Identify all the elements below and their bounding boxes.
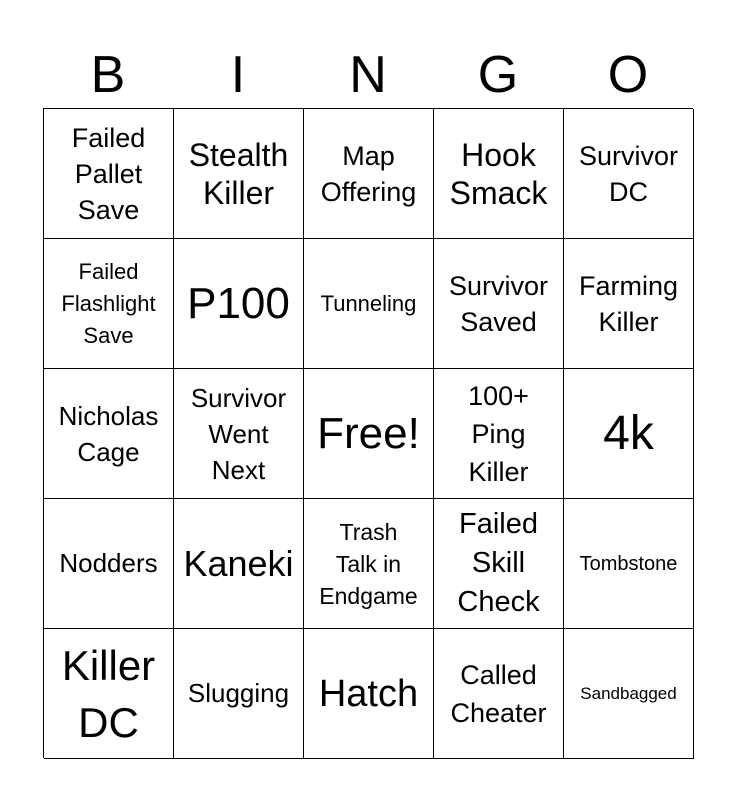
cell-label: Sandbagged xyxy=(580,683,677,703)
bingo-cell-r1-c1[interactable] xyxy=(174,239,304,369)
bingo-cell-r4-c0[interactable] xyxy=(44,629,174,759)
cell-label: Nodders xyxy=(59,548,158,578)
header-letter-n: N xyxy=(349,46,387,104)
cell-label: Failed Flashlight Save xyxy=(61,258,156,348)
cell-label: 4k xyxy=(603,406,654,460)
bingo-header xyxy=(43,42,693,108)
bingo-cell-r1-c2[interactable] xyxy=(304,239,434,369)
cell-label: Survivor Saved xyxy=(448,270,549,337)
cell-label: Tunneling xyxy=(320,291,417,316)
cell-label: Stealth Killer xyxy=(188,136,289,211)
cell-label: Slugging xyxy=(187,678,290,708)
bingo-cell-r4-c1[interactable] xyxy=(174,629,304,759)
bingo-cell-r4-c2[interactable] xyxy=(304,629,434,759)
cell-label: Map Offering xyxy=(320,140,417,207)
bingo-cell-r1-c3[interactable] xyxy=(434,239,564,369)
cell-label: Called Cheater xyxy=(450,659,547,728)
bingo-cell-r2-c4[interactable] xyxy=(564,369,694,499)
cell-label: Survivor DC xyxy=(578,140,679,207)
cell-label: Tombstone xyxy=(579,552,678,575)
bingo-cell-r1-c0[interactable] xyxy=(44,239,174,369)
header-letter-o: O xyxy=(607,46,649,104)
cell-label: Killer DC xyxy=(61,641,156,746)
bingo-cell-r0-c0[interactable] xyxy=(44,109,174,239)
cell-label: Failed Pallet Save xyxy=(71,122,146,225)
bingo-cell-r3-c4[interactable] xyxy=(564,499,694,629)
bingo-board xyxy=(43,108,693,758)
cell-label: Failed Skill Check xyxy=(457,508,540,618)
bingo-cell-r3-c1[interactable] xyxy=(174,499,304,629)
bingo-cell-r2-c1[interactable] xyxy=(174,369,304,499)
bingo-cell-r4-c4[interactable] xyxy=(564,629,694,759)
bingo-cell-r3-c2[interactable] xyxy=(304,499,434,629)
bingo-cell-r3-c0[interactable] xyxy=(44,499,174,629)
cell-label: Kaneki xyxy=(183,542,294,584)
bingo-cell-r0-c4[interactable] xyxy=(564,109,694,239)
cell-label: Farming Killer xyxy=(578,270,679,337)
bingo-cell-r4-c3[interactable] xyxy=(434,629,564,759)
bingo-cell-r0-c2[interactable] xyxy=(304,109,434,239)
bingo-cell-r3-c3[interactable] xyxy=(434,499,564,629)
cell-label: Hook Smack xyxy=(449,136,548,211)
cell-label: Hatch xyxy=(318,672,419,715)
bingo-cell-r2-c3[interactable] xyxy=(434,369,564,499)
cell-label: P100 xyxy=(187,278,290,328)
cell-label: Survivor Went Next xyxy=(190,382,287,485)
cell-label: Free! xyxy=(317,408,420,458)
bingo-cell-r0-c3[interactable] xyxy=(434,109,564,239)
cell-label: Trash Talk in Endgame xyxy=(319,518,418,609)
bingo-cell-r2-c2[interactable] xyxy=(304,369,434,499)
bingo-cell-r2-c0[interactable] xyxy=(44,369,174,499)
cell-label: 100+ Ping Killer xyxy=(468,380,529,487)
header-letter-g: G xyxy=(477,46,519,104)
bingo-cell-r0-c1[interactable] xyxy=(174,109,304,239)
cell-label: Nicholas Cage xyxy=(58,400,159,467)
bingo-cell-r1-c4[interactable] xyxy=(564,239,694,369)
header-letter-b: B xyxy=(90,46,126,104)
header-letter-i: I xyxy=(230,46,246,104)
